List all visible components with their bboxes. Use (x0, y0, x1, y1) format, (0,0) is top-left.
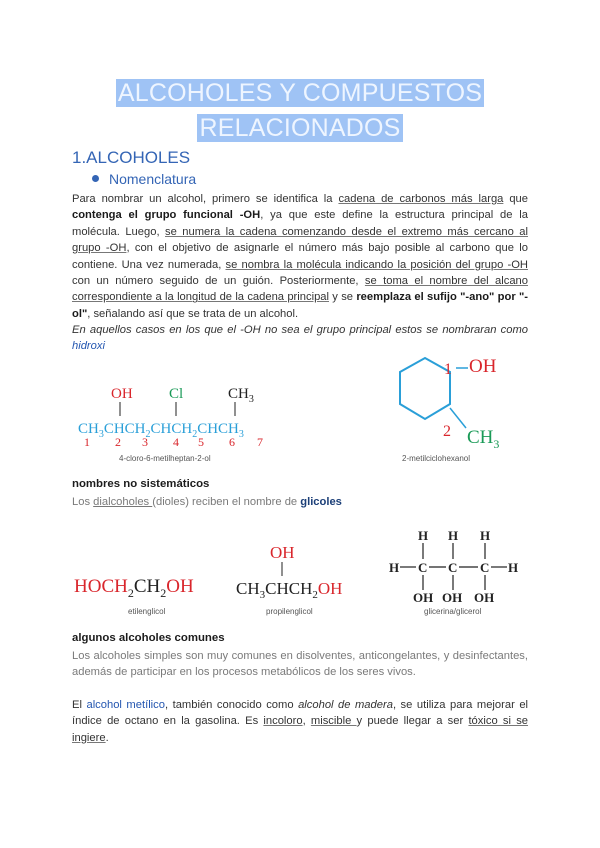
bullet-nomenclatura (92, 171, 196, 187)
glycerin-caption: glicerina/glicerol (424, 607, 482, 616)
cl-group-label: Cl (169, 386, 184, 402)
text-span: que (503, 193, 528, 205)
carbon-number: 5 (198, 435, 204, 449)
nonsystematic-heading: nombres no sistemáticos (72, 478, 210, 490)
ethylene-caption: etilenglicol (128, 607, 166, 616)
glicoles-term: glicoles (300, 496, 342, 508)
italic-text: alcohol de madera (298, 699, 393, 711)
underlined-text: se nombra la molécula indicando la posición del grupo -OH (225, 258, 528, 271)
h-atom: H (448, 528, 459, 543)
underlined-text: cadena de carbonos más larga (338, 193, 504, 205)
main-chain-formula: $CH_3CHCH_2CHCH_2CHCH_3$ (78, 421, 244, 440)
carbon-number: 3 (142, 435, 148, 449)
nomenclature-paragraph (72, 191, 528, 322)
oh-group-label: OH (111, 386, 133, 402)
bond-ch3 (450, 408, 466, 428)
text-span: , señalando así que se trata de un alcohol. (87, 307, 299, 320)
page-title: ALCOHOLES Y COMPUESTOS RELACIONADOS (117, 79, 483, 142)
common-alcohols-paragraph: Los alcoholes simples son muy comunes en disolventes, anticongelantes, y desinfectantes, además de participar en los procesos metabólicos de los seres vivos. (72, 650, 528, 679)
oh-group-label: OH (270, 543, 295, 562)
methanol-paragraph (72, 697, 528, 746)
bullet-label: Nomenclatura (109, 171, 197, 187)
ethylene-formula: $HOCH_2CH_2OH$ (74, 576, 194, 600)
carbon-number: 2 (443, 423, 451, 440)
hidroxi-term: hidroxi (72, 340, 105, 353)
text-span: . (105, 731, 109, 744)
common-alcohols-heading: algunos alcoholes comunes (72, 632, 225, 644)
ethylene-glycol-structure (72, 568, 217, 600)
c-atom: C (418, 560, 428, 575)
bold-text: reemplaza el sufijo "-ano" por "-ol" (72, 291, 529, 320)
diagram1-caption: 4-cloro-6-metilheptan-2-ol (119, 454, 211, 463)
heptanol-structure-diagram (70, 378, 300, 450)
text-span: Los (72, 496, 94, 508)
propylene-caption: propilenglicol (266, 607, 313, 616)
underlined-text: incoloro (263, 715, 303, 728)
cyclohexanol-structure-diagram (380, 346, 530, 454)
underlined-text: miscible (310, 715, 357, 728)
text-span: , también conocido como (164, 699, 299, 711)
cyclohexane-ring (400, 358, 450, 419)
h-atom: H (480, 528, 491, 543)
carbon-number: 1 (84, 435, 90, 449)
h-atom: H (389, 560, 400, 575)
italic-text: En aquellos casos en los que el -OH no sea el grupo principal estos se nombraran como (72, 324, 528, 336)
section-heading: 1.ALCOHOLES (72, 148, 191, 167)
methanol-term: alcohol metílico (86, 699, 165, 711)
text-span: (dioles) reciben el nombre de (152, 496, 301, 508)
text-span: , con el objetivo de asignarle el número más bajo posible al carbono que lo contiene. Una vez numerada, (72, 242, 528, 271)
oh-atom: OH (442, 590, 463, 605)
underlined-text: se numera la cadena comenzando desde el extremo más cercano al grupo -OH (72, 225, 528, 255)
oh-atom: OH (474, 590, 495, 605)
bullet-dot-icon (92, 175, 99, 182)
text-span: Para nombrar un alcohol, primero se identifica la (72, 193, 339, 205)
text-span: y puede llegar a ser (356, 715, 469, 728)
text-span: , (302, 715, 311, 728)
carbon-numbers (84, 435, 263, 449)
ch3-group-label: $CH_3$ (467, 427, 500, 451)
propylene-glycol-structure (234, 540, 369, 602)
carbon-number: 6 (229, 435, 235, 449)
text-span: , se utiliza para mejorar el índice de octano en la gasolina. Es (72, 699, 529, 728)
text-span: , ya que este define la estructura principal de la molécula. Luego, (72, 209, 528, 238)
underlined-text: se toma el nombre del alcano correspondiente a la longitud de la cadena principal (72, 275, 529, 304)
bold-text: contenga el grupo funcional -OH (72, 209, 261, 222)
oh-atom: OH (413, 590, 434, 605)
carbon-number: 4 (173, 435, 179, 449)
nonsystematic-text (72, 494, 528, 510)
text-span: con un número seguido de un guión. Posteriormente, (72, 275, 365, 288)
text-span: El (72, 699, 87, 711)
diagram2-caption: 2-metilciclohexanol (402, 454, 471, 463)
h-atom: H (508, 560, 519, 575)
carbon-number: 7 (257, 435, 263, 449)
propylene-formula: $CH_3CHCH_2OH$ (236, 579, 343, 601)
ch3-branch-label: $CH_3$ (228, 386, 254, 405)
carbon-number: 2 (115, 435, 121, 449)
oh-group-label: OH (469, 356, 497, 377)
c-atom: C (480, 560, 490, 575)
carbon-number: 1 (444, 361, 452, 378)
h-atom: H (418, 528, 429, 543)
glycerin-structure (386, 526, 526, 606)
text-span: y se (329, 291, 357, 304)
underlined-text: tóxico si se ingiere (72, 715, 529, 744)
underlined-text: dialcoholes (93, 496, 153, 508)
title-block (40, 76, 560, 146)
c-atom: C (448, 560, 458, 575)
